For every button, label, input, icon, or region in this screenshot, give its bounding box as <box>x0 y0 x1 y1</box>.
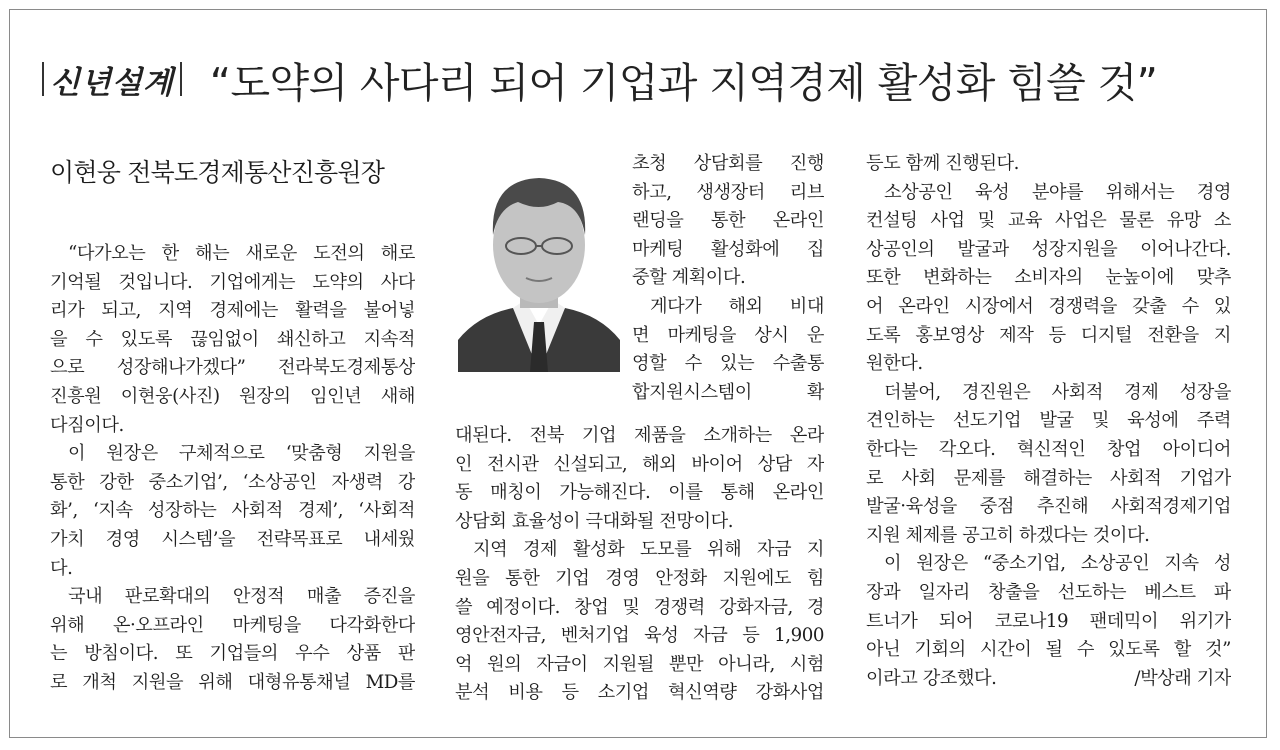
text-line: 이 원장은 “중소기업, 소상공인 지속 성 <box>884 553 1231 575</box>
text-line: 하고, 생생장터 리브 <box>632 181 824 203</box>
text-line: 발굴·육성을 중점 추진해 사회적경제기업 <box>866 496 1231 518</box>
text-line: 어 온라인 시장에서 경쟁력을 갖출 수 있 <box>866 295 1231 317</box>
text-line: 기억될 것입니다. 기업에게는 도약의 사다 <box>50 271 415 293</box>
text-line: 가치 경영 시스템’을 전략목표로 내세웠 <box>50 528 415 550</box>
text-line: 영안전자금, 벤처기업 육성 자금 등 1,900 <box>455 625 824 647</box>
text-line: 쓸 예정이다. 창업 및 경쟁력 강화자금, 경 <box>455 596 824 618</box>
text-line: 이라고 강조했다. <box>866 667 997 689</box>
text-line: 지역 경제 활성화 도모를 위해 자금 지 <box>473 539 824 561</box>
text-line: 합지원시스템이 확 <box>632 381 824 403</box>
text-line: 분석 비용 등 소기업 혁신역량 강화사업 <box>455 682 824 704</box>
divider <box>180 62 182 96</box>
text-line: 등도 함께 진행된다. <box>866 153 1019 174</box>
text-line: “다가오는 한 해는 새로운 도전의 해로 <box>68 243 415 264</box>
text-line: 통한 강한 중소기업’, ‘소상공인 자생력 강 <box>50 471 415 493</box>
text-line: 또한 변화하는 소비자의 눈높이에 맞추 <box>866 267 1231 289</box>
text-line: 화’, ‘지속 성장하는 사회적 경제’, ‘사회적 <box>50 500 415 522</box>
text-line: 견인하는 선도기업 발굴 및 육성에 주력 <box>866 410 1231 432</box>
text-line: 중할 계획이다. <box>632 267 746 289</box>
text-line: 소상공인 육성 분야를 위해서는 경영 <box>884 181 1231 203</box>
text-line: 마케팅 활성화에 집 <box>632 238 824 260</box>
text-line: 으로 성장해나가겠다” 전라북도경제통상 <box>50 357 415 379</box>
text-line: 상공인의 발굴과 성장지원을 이어나간다. <box>866 238 1231 260</box>
text-line: 게다가 해외 비대 <box>650 295 824 317</box>
text-line: 진흥원 이현웅(사진) 원장의 임인년 새해 <box>50 385 415 407</box>
text-line: 로 개척 지원을 위해 대형유통채널 MD를 <box>50 671 415 693</box>
text-line: 인 전시관 신설되고, 해외 바이어 상담 자 <box>455 453 824 475</box>
text-line: 도록 홍보영상 제작 등 디지털 전환을 지 <box>866 324 1231 346</box>
text-line: 장과 일자리 창출을 선도하는 베스트 파 <box>866 581 1231 603</box>
text-line: 컨설팅 사업 및 교육 사업은 물론 유망 소 <box>866 210 1231 232</box>
text-line: 을 수 있도록 끊임없이 쇄신하고 지속적 <box>50 328 415 350</box>
text-line: 대된다. 전북 기업 제품을 소개하는 온라 <box>455 425 824 446</box>
text-line: 이 원장은 구체적으로 ‘맞춤형 지원을 <box>68 443 415 465</box>
text-line: 국내 판로확대의 안정적 매출 증진을 <box>68 586 415 608</box>
closing-line <box>866 665 1231 694</box>
text-line: 상담회 효율성이 극대화될 전망이다. <box>455 510 734 532</box>
text-line: 리가 되고, 지역 경제에는 활력을 불어넣 <box>50 300 415 322</box>
column-3 <box>866 150 1231 693</box>
subtitle: 이현웅 전북도경제통산진흥원장 <box>50 158 385 187</box>
divider <box>42 62 44 96</box>
text-line: 억 원의 자금이 지원될 뿐만 아니라, 시험 <box>455 653 824 675</box>
column-2-bottom <box>455 422 824 708</box>
text-line: 동 매칭이 가능해진다. 이를 통해 온라인 <box>455 482 824 504</box>
text-line: 는 방침이다. 또 기업들의 우수 상품 판 <box>50 643 415 665</box>
text-line: 랜딩을 통한 온라인 <box>632 210 824 232</box>
portrait-photo-icon <box>458 150 620 372</box>
headline-title: “도약의 사다리 되어 기업과 지역경제 활성화 힘쓸 것” <box>209 58 1158 107</box>
text-line: 다. <box>50 557 73 579</box>
headline <box>36 44 1246 114</box>
byline: /박상래 기자 <box>1134 667 1231 689</box>
text-line: 원을 통한 기업 경영 안정화 지원에도 힘 <box>455 567 824 589</box>
column-1 <box>50 240 415 698</box>
text-line: 로 사회 문제를 해결하는 사회적 기업가 <box>866 467 1231 489</box>
text-line: 한다는 각오다. 혁신적인 창업 아이디어 <box>866 438 1231 460</box>
text-line: 초청 상담회를 진행 <box>632 153 824 174</box>
text-line: 위해 온·오프라인 마케팅을 다각화한다 <box>50 614 415 636</box>
portrait-photo <box>458 150 620 372</box>
text-line: 지원 체제를 공고히 하겠다는 것이다. <box>866 524 1150 546</box>
text-line: 트너가 되어 코로나19 팬데믹이 위기가 <box>866 610 1231 632</box>
section-label: 신년설계 <box>50 64 174 101</box>
text-line: 더불어, 경진원은 사회적 경제 성장을 <box>884 381 1231 403</box>
text-line: 원한다. <box>866 353 923 375</box>
text-line: 영할 수 있는 수출통 <box>632 353 824 375</box>
text-line: 아닌 기회의 시간이 될 수 있도록 할 것” <box>866 639 1231 661</box>
column-2-top <box>632 150 824 407</box>
text-line: 면 마케팅을 상시 운 <box>632 324 824 346</box>
text-line: 다짐이다. <box>50 414 124 436</box>
